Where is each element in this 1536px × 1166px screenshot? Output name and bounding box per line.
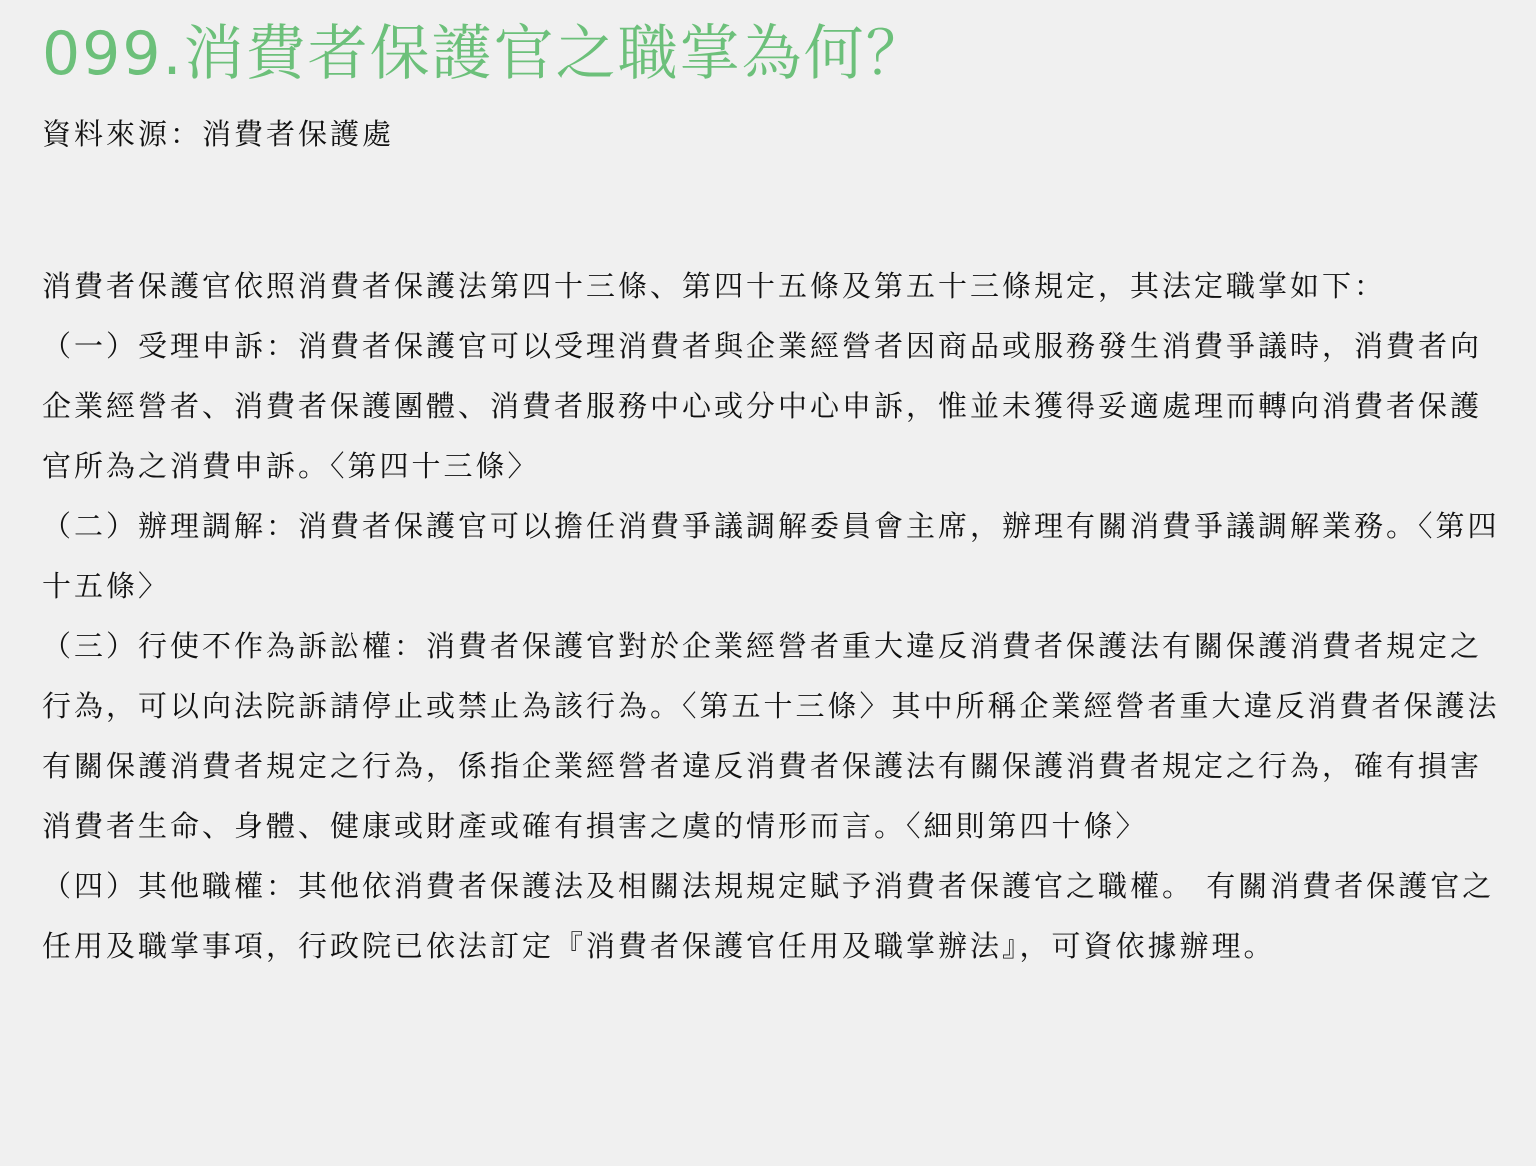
question-title: 099.消費者保護官之職掌為何？: [42, 19, 928, 89]
duty-item-3: （三）行使不作為訴訟權：消費者保護官對於企業經營者重大違反消費者保護法有關保護消費者規定之行為，可以向法院訴請停止或禁止為該行為。〈第五十三條〉其中所稱企業經營者重大違反消費者保護法有關保護消費者規定之行為，係指企業經營者違反消費者保護法有關保護消費者規定之行為，確有損害消費者生命、身體、健康或財產或確有損害之虞的情形而言。〈細則第四十條〉: [42, 629, 1500, 843]
article-body: [42, 256, 1500, 976]
article-intro: 消費者保護官依照消費者保護法第四十三條、第四十五條及第五十三條規定，其法定職掌如下：: [42, 269, 1387, 303]
source-line: 資料來源：消費者保護處: [42, 117, 395, 151]
duty-item-2: （二）辦理調解：消費者保護官可以擔任消費爭議調解委員會主席，辦理有關消費爭議調解業務。〈第四十五條〉: [42, 509, 1500, 603]
duty-item-1: （一）受理申訴：消費者保護官可以受理消費者與企業經營者因商品或服務發生消費爭議時，消費者向企業經營者、消費者保護團體、消費者服務中心或分中心申訴，惟並未獲得妥適處理而轉向消費者保護官所為之消費申訴。〈第四十三條〉: [42, 329, 1483, 483]
duty-item-4: （四）其他職權：其他依消費者保護法及相關法規規定賦予消費者保護官之職權。 有關消費者保護官之任用及職掌事項，行政院已依法訂定『消費者保護官任用及職掌辦法』，可資依據辦理。: [42, 869, 1495, 963]
